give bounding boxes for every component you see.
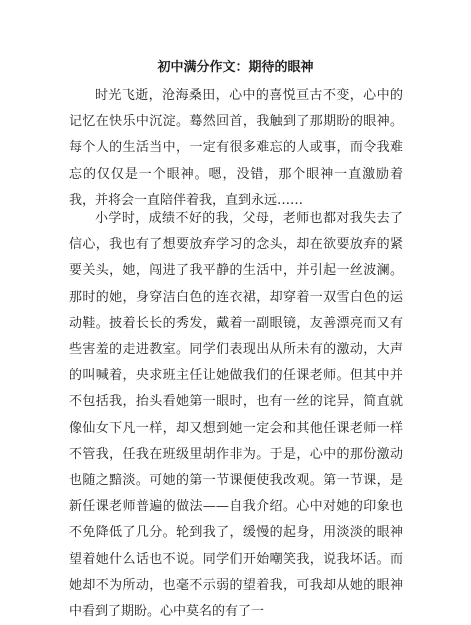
document-title: 初中满分作文：期待的眼神 [157,60,314,75]
paragraph-intro: 时光飞逝，沧海桑田，心中的喜悦亘古不变，心中的记忆在快乐中沉淀。蓦然回首，我触到了那期盼的眼神。每个人的生活当中，一定有很多难忘的人或事，而令我难忘的仅仅是一个眼神。嗯，没错，那个眼神一直激励着我，并将会一直陪伴着我，直到永远…… [69,88,403,208]
paragraph-body: 小学时，成绩不好的我，父母，老师也都对我失去了信心，我也有了想要放弃学习的念头，却在欲要放弃的紧要关头，她，闯进了我平静的生活中，并引起一丝波澜。那时的她，身穿洁白色的连衣裙，却穿着一双雪白色的运动鞋。披着长长的秀发，戴着一副眼镜，友善漂亮而又有些害羞的走进教室。同学们表现出从所未有的激动，大声的叫喊着，央求班主任让她做我们的任课老师。但其中并不包括我，抬头看她第一眼时，也有一丝的诧异，简直就像仙女下凡一样，却又想到她一定会和其他任课老师一样不管我，任我在班级里胡作非为。于是，心中的那份激动也随之黯淡。可她的第一节课便使我改观。第一节课，是新任课老师普遍的做法——自我介绍。心中对她的印象也不免降低了几分。轮到我了，缓慢的起身，用淡淡的眼神望着她什么话也不说。同学们开始嘲笑我，说我坏话。而她却不为所动，也毫不示弱的望着我，可我却从她的眼神中看到了期盼。心中莫名的有了一 [69,211,403,620]
